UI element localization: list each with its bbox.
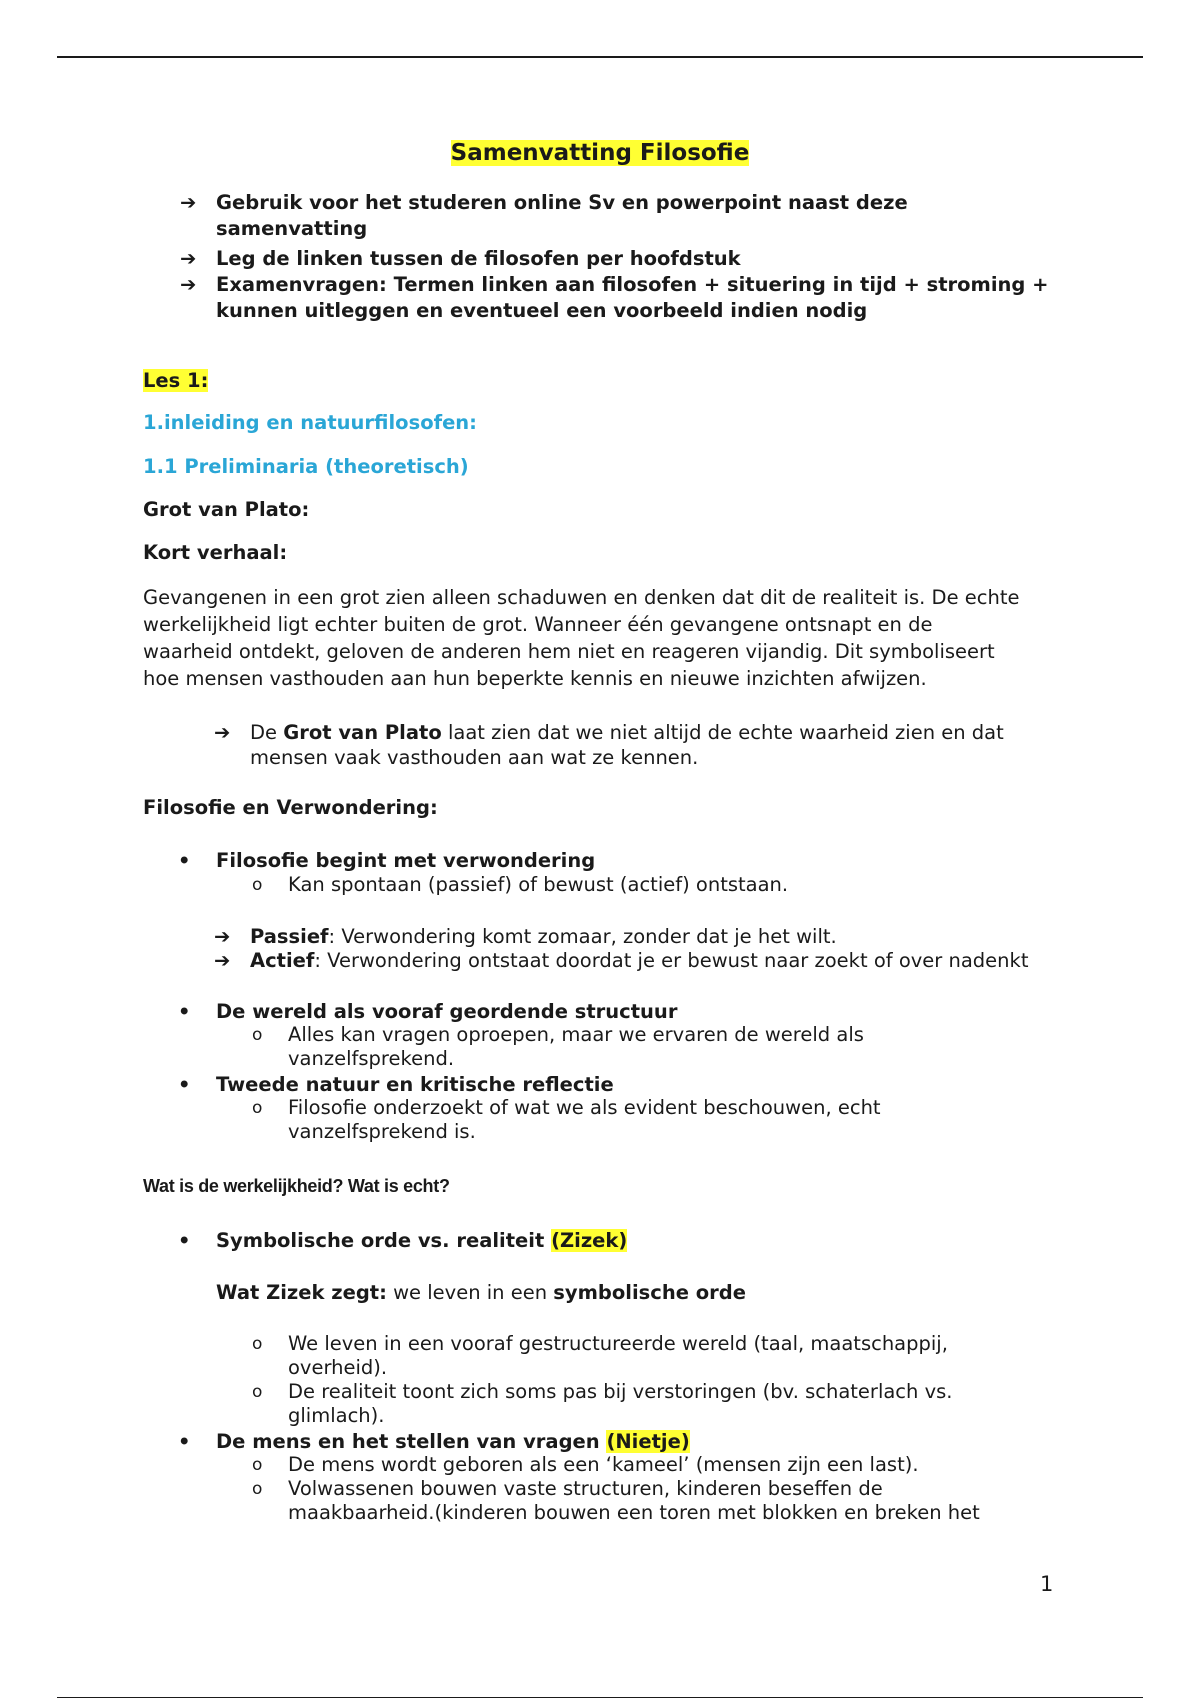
bullet-item xyxy=(178,999,1078,1024)
zizek-tag: (Zizek) xyxy=(551,1229,628,1252)
verwondering-heading: Filosofie en Verwondering: xyxy=(143,796,438,819)
sub-bullet-icon: o xyxy=(252,1479,263,1499)
title-highlight: Samenvatting Filosofie xyxy=(450,140,750,166)
sub-bullet-icon: o xyxy=(252,875,263,895)
section-heading: 1.1 Preliminaria (theoretisch) xyxy=(143,455,469,478)
sub-text: We leven in een vooraf gestructureerde wereld (taal, maatschappij, overheid). xyxy=(288,1332,948,1379)
page-number: 1 xyxy=(1040,1572,1054,1596)
sub-text: Filosofie onderzoekt of wat we als evident beschouwen, echt vanzelfsprekend is. xyxy=(288,1096,881,1143)
kort-verhaal-heading: Kort verhaal: xyxy=(143,541,288,564)
sub-bullet-icon: o xyxy=(252,1098,263,1118)
werkelijkheid-heading: Wat is de werkelijkheid? Wat is echt? xyxy=(143,1176,450,1196)
chapter-heading: 1.inleiding en natuurfilosofen: xyxy=(143,411,477,434)
sub-item xyxy=(252,1096,912,1144)
header-rule xyxy=(57,56,1143,58)
paragraph-line: hoe mensen vasthouden aan hun beperkte kennis en nieuwe inzichten afwijzen. xyxy=(143,667,927,690)
arrow-icon: ➔ xyxy=(214,925,231,948)
bullet-item xyxy=(178,1072,1078,1097)
paragraph-line: Gevangenen in een grot zien alleen schaduwen en denken dat dit de realiteit is. De echte xyxy=(143,586,1020,609)
bullet-text: Tweede natuur en kritische reflectie xyxy=(216,1073,614,1096)
sub-item xyxy=(252,1380,972,1428)
bullet-text: Symbolische orde vs. realiteit xyxy=(216,1229,552,1252)
actief-line: ➔ Actief: Verwondering ontstaat doordat je er bewust naar zoekt of over nadenkt xyxy=(214,949,1029,972)
arrow-icon: ➔ xyxy=(180,273,197,296)
lesson-highlight: Les 1: xyxy=(143,369,209,392)
footer-rule xyxy=(57,1697,1143,1698)
sub-text: Alles kan vragen oproepen, maar we ervaren de wereld als vanzelfsprekend. xyxy=(288,1023,864,1070)
paragraph-line: werkelijkheid ligt echter buiten de grot. Wanneer één gevangene ontsnapt en de xyxy=(143,613,933,636)
bullet-item xyxy=(178,1228,1078,1253)
bullet-item xyxy=(178,1429,1078,1454)
sub-item xyxy=(252,1453,1012,1477)
intro-point-text: Leg de linken tussen de filosofen per hoofdstuk xyxy=(216,247,741,270)
intro-point-text: Examenvragen: Termen linken aan filosofen + situering in tijd + stroming + kunnen uitleggen en eventueel een voorbeeld indien nodig xyxy=(216,273,1049,322)
arrow-icon: ➔ xyxy=(180,247,197,270)
bullet-text: De mens en het stellen van vragen xyxy=(216,1430,607,1453)
sub-text: De realiteit toont zich soms pas bij verstoringen (bv. schaterlach vs. glimlach). xyxy=(288,1380,953,1427)
sub-bullet-icon: o xyxy=(252,1382,263,1402)
bullet-item xyxy=(178,848,1078,873)
grot-heading: Grot van Plato: xyxy=(143,498,310,521)
grot-bold: Grot van Plato xyxy=(283,721,442,744)
grot-conclusion: ➔ De Grot van Plato laat zien dat we niet altijd de echte waarheid zien en dat mensen vaak vasthouden aan wat ze kennen. xyxy=(214,721,1004,769)
sub-item xyxy=(252,1332,952,1380)
sub-bullet-icon: o xyxy=(252,1455,263,1475)
grot-paragraph xyxy=(143,584,1063,692)
bullet-icon: • xyxy=(178,1229,191,1252)
intro-point xyxy=(180,190,1060,242)
lesson-heading xyxy=(143,369,208,392)
intro-point xyxy=(180,246,1060,272)
zizek-line: Wat Zizek zegt: we leven in een symbolische orde xyxy=(216,1281,746,1304)
bullet-text: Filosofie begint met verwondering xyxy=(216,849,596,872)
sub-bullet-icon: o xyxy=(252,1334,263,1354)
intro-point-text: Gebruik voor het studeren online Sv en powerpoint naast deze samenvatting xyxy=(216,191,908,240)
sub-text: De mens wordt geboren als een ‘kameel’ (mensen zijn een last). xyxy=(288,1453,919,1476)
sub-item xyxy=(252,1477,1032,1525)
bullet-icon: • xyxy=(178,1073,191,1096)
bullet-icon: • xyxy=(178,849,191,872)
bullet-text: De wereld als vooraf geordende structuur xyxy=(216,1000,678,1023)
page-title xyxy=(0,140,1200,166)
arrow-icon: ➔ xyxy=(214,721,231,744)
passief-line: ➔ Passief: Verwondering komt zomaar, zonder dat je het wilt. xyxy=(214,925,837,948)
sub-item xyxy=(252,873,952,897)
paragraph-line: waarheid ontdekt, geloven de anderen hem niet en reageren vijandig. Dit symboliseert xyxy=(143,640,995,663)
bullet-icon: • xyxy=(178,1000,191,1023)
sub-bullet-icon: o xyxy=(252,1025,263,1045)
arrow-icon: ➔ xyxy=(180,191,197,214)
nietje-tag: (Nietje) xyxy=(606,1430,690,1453)
sub-text: Volwassenen bouwen vaste structuren, kinderen beseffen de maakbaarheid.(kinderen bouwen een toren met blokken en breken het xyxy=(288,1477,980,1524)
sub-item xyxy=(252,1023,892,1071)
bullet-icon: • xyxy=(178,1430,191,1453)
arrow-icon: ➔ xyxy=(214,949,231,972)
intro-point xyxy=(180,272,1060,324)
sub-text: Kan spontaan (passief) of bewust (actief) ontstaan. xyxy=(288,873,789,896)
